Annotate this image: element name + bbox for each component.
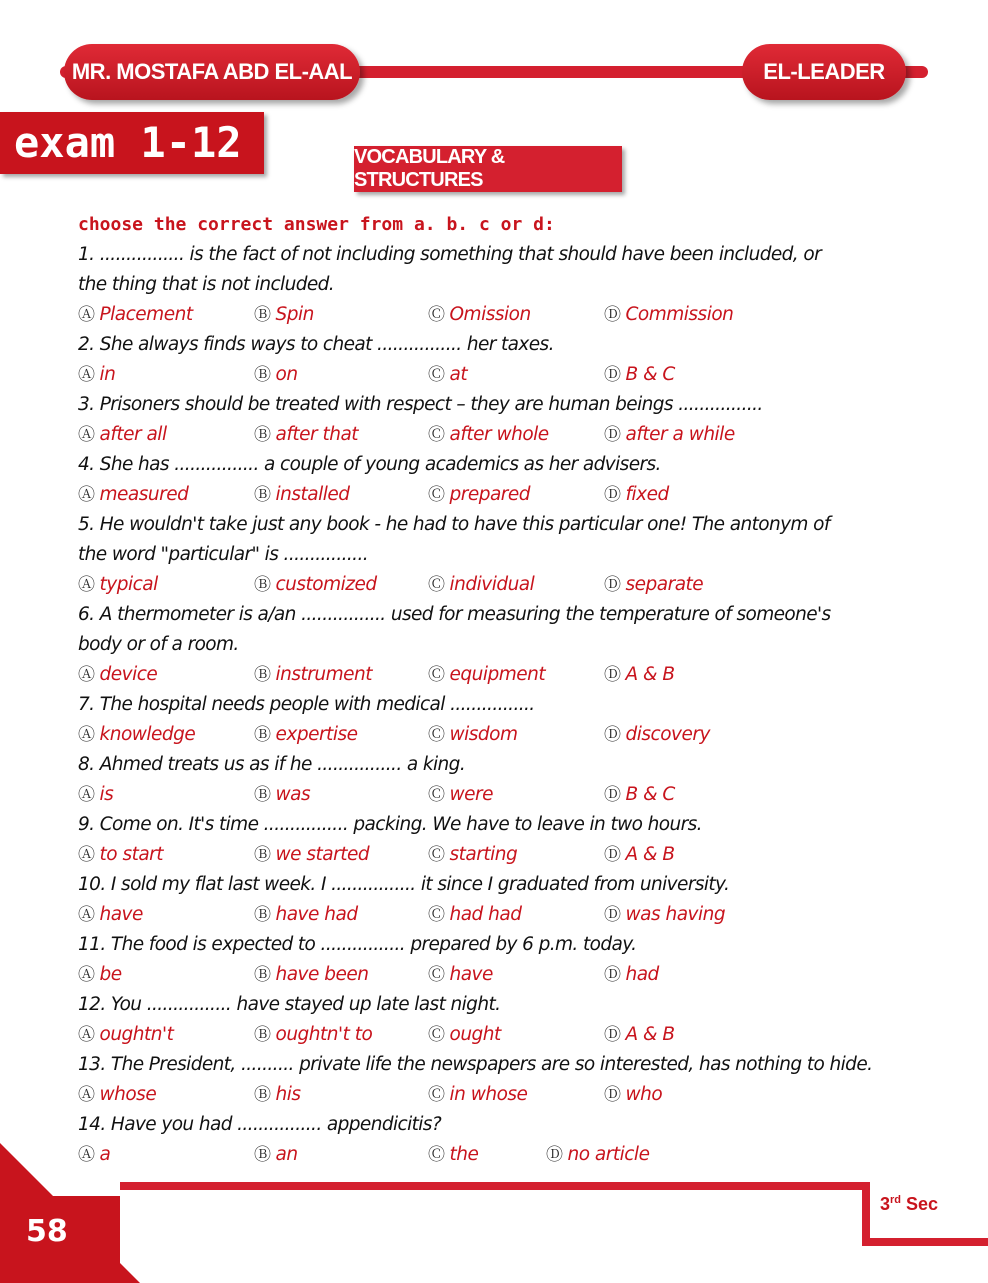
answer-option[interactable] <box>254 360 298 390</box>
option-letter: Ⓓ <box>604 305 621 325</box>
option-text: typical <box>99 574 158 595</box>
option-letter: Ⓐ <box>78 1145 95 1165</box>
answer-option[interactable] <box>604 900 725 930</box>
question-text: the thing that is not included. <box>78 274 335 295</box>
option-text: Spin <box>275 304 314 325</box>
option-text: at <box>449 364 468 385</box>
option-letter: Ⓒ <box>428 365 445 385</box>
option-letter: Ⓑ <box>254 575 271 595</box>
option-letter: Ⓓ <box>604 425 621 445</box>
question-text: 7. The hospital needs people with medical ................ <box>78 694 535 715</box>
option-letter: Ⓑ <box>254 485 271 505</box>
option-text: B & C <box>625 784 675 805</box>
question-text: 14. Have you had ................ appendicitis? <box>78 1114 442 1135</box>
options-row <box>78 1140 908 1170</box>
option-letter: Ⓓ <box>604 845 621 865</box>
answer-option[interactable] <box>428 660 545 690</box>
answer-option[interactable] <box>604 570 703 600</box>
option-letter: Ⓓ <box>546 1145 563 1165</box>
option-letter: Ⓓ <box>604 1085 621 1105</box>
question-text: 10. I sold my flat last week. I ................ it since I graduated from university. <box>78 874 730 895</box>
option-letter: Ⓓ <box>604 785 621 805</box>
option-letter: Ⓓ <box>604 665 621 685</box>
option-text: individual <box>449 574 535 595</box>
option-letter: Ⓐ <box>78 965 95 985</box>
option-letter: Ⓑ <box>254 425 271 445</box>
grade-text: Sec <box>906 1194 939 1214</box>
answer-option[interactable] <box>78 360 115 390</box>
question-text: 4. She has ................ a couple of young academics as her advisers. <box>78 454 661 475</box>
answer-option[interactable] <box>78 660 157 690</box>
option-letter: Ⓑ <box>254 1085 271 1105</box>
answer-option[interactable] <box>604 360 675 390</box>
option-letter: Ⓑ <box>254 845 271 865</box>
answer-option[interactable] <box>78 900 143 930</box>
answer-option[interactable] <box>78 720 195 750</box>
option-text: instrument <box>275 664 372 685</box>
options-row <box>78 780 908 810</box>
option-text: knowledge <box>99 724 196 745</box>
option-letter: Ⓓ <box>604 965 621 985</box>
instruction: choose the correct answer from a. b. c or d: <box>78 214 555 235</box>
option-letter: Ⓐ <box>78 1085 95 1105</box>
option-text: an <box>275 1144 298 1165</box>
footer-line <box>120 1182 868 1190</box>
option-text: customized <box>275 574 377 595</box>
option-letter: Ⓑ <box>254 965 271 985</box>
page-number: 58 <box>26 1214 68 1249</box>
option-letter: Ⓐ <box>78 785 95 805</box>
option-text: be <box>99 964 122 985</box>
option-letter: Ⓒ <box>428 1025 445 1045</box>
answer-option[interactable] <box>254 480 350 510</box>
question-text: 6. A thermometer is a/an ................ used for measuring the temperature of someone's <box>78 604 831 625</box>
option-text: have <box>449 964 493 985</box>
option-letter: Ⓒ <box>428 725 445 745</box>
answer-option[interactable] <box>604 1020 675 1050</box>
question-text: 1. ................ is the fact of not including something that should have been included, or <box>78 244 822 265</box>
answer-option[interactable] <box>428 300 531 330</box>
question-text: 3. Prisoners should be treated with respect – they are human beings ................ <box>78 394 763 415</box>
answer-option[interactable] <box>546 1140 649 1170</box>
answer-option[interactable] <box>78 840 163 870</box>
option-text: discovery <box>625 724 710 745</box>
answer-option[interactable] <box>428 1140 478 1170</box>
option-text: whose <box>99 1084 157 1105</box>
option-text: his <box>275 1084 301 1105</box>
answer-option[interactable] <box>428 1020 501 1050</box>
answer-option[interactable] <box>604 840 675 870</box>
answer-option[interactable] <box>254 780 310 810</box>
option-text: have <box>99 904 143 925</box>
option-text: oughtn't to <box>275 1024 373 1045</box>
option-text: B & C <box>625 364 675 385</box>
option-text: had <box>625 964 659 985</box>
exam-title: exam 1-12 <box>0 112 264 174</box>
option-letter: Ⓓ <box>604 1025 621 1045</box>
question-text: 12. You ................ have stayed up late last night. <box>78 994 501 1015</box>
option-letter: Ⓐ <box>78 485 95 505</box>
option-letter: Ⓑ <box>254 1025 271 1045</box>
options-row <box>78 360 908 390</box>
option-text: device <box>99 664 158 685</box>
option-text: to start <box>99 844 164 865</box>
option-text: measured <box>99 484 189 505</box>
option-letter: Ⓐ <box>78 845 95 865</box>
question-text: body or of a room. <box>78 634 239 655</box>
option-text: is <box>99 784 114 805</box>
option-text: Placement <box>99 304 193 325</box>
options-row <box>78 570 908 600</box>
options-row <box>78 720 908 750</box>
option-letter: Ⓒ <box>428 665 445 685</box>
answer-option[interactable] <box>78 570 158 600</box>
option-letter: Ⓒ <box>428 305 445 325</box>
answer-option[interactable] <box>254 1080 301 1110</box>
answer-option[interactable] <box>428 570 534 600</box>
answer-option[interactable] <box>78 1080 156 1110</box>
answer-option[interactable] <box>428 840 517 870</box>
option-text: no article <box>567 1144 650 1165</box>
option-text: in <box>99 364 116 385</box>
option-letter: Ⓒ <box>428 575 445 595</box>
option-letter: Ⓑ <box>254 665 271 685</box>
option-letter: Ⓓ <box>604 905 621 925</box>
answer-option[interactable] <box>428 420 549 450</box>
option-text: after that <box>275 424 359 445</box>
option-text: was <box>275 784 311 805</box>
option-text: A & B <box>625 844 675 865</box>
answer-option[interactable] <box>254 1020 372 1050</box>
option-text: a <box>99 1144 111 1165</box>
answer-option[interactable] <box>254 960 369 990</box>
answer-option[interactable] <box>78 780 113 810</box>
option-text: after a while <box>625 424 735 445</box>
option-letter: Ⓒ <box>428 785 445 805</box>
question-text: 11. The food is expected to ................ prepared by 6 p.m. today. <box>78 934 637 955</box>
option-letter: Ⓒ <box>428 905 445 925</box>
options-row <box>78 300 908 330</box>
answer-option[interactable] <box>604 960 659 990</box>
option-text: after whole <box>449 424 549 445</box>
question-text: 2. She always finds ways to cheat ................ her taxes. <box>78 334 554 355</box>
option-letter: Ⓒ <box>428 1085 445 1105</box>
option-letter: Ⓐ <box>78 1025 95 1045</box>
answer-option[interactable] <box>604 780 675 810</box>
option-text: on <box>275 364 298 385</box>
option-text: A & B <box>625 1024 675 1045</box>
grade-suffix: rd <box>890 1194 902 1206</box>
options-row <box>78 840 908 870</box>
option-letter: Ⓑ <box>254 725 271 745</box>
option-text: who <box>625 1084 663 1105</box>
answer-option[interactable] <box>254 300 314 330</box>
answer-option[interactable] <box>254 420 358 450</box>
options-row <box>78 420 908 450</box>
option-letter: Ⓑ <box>254 305 271 325</box>
question-text: 8. Ahmed treats us as if he ................ a king. <box>78 754 466 775</box>
option-text: fixed <box>625 484 669 505</box>
option-text: starting <box>449 844 518 865</box>
options-row <box>78 1080 908 1110</box>
options-row <box>78 660 908 690</box>
option-text: the <box>449 1144 479 1165</box>
answer-option[interactable] <box>428 480 530 510</box>
answer-option[interactable] <box>428 960 493 990</box>
option-text: equipment <box>449 664 546 685</box>
answer-option[interactable] <box>604 660 675 690</box>
option-text: ought <box>449 1024 501 1045</box>
option-letter: Ⓑ <box>254 1145 271 1165</box>
answer-option[interactable] <box>78 420 167 450</box>
option-text: Commission <box>625 304 734 325</box>
question-text: the word "particular" is ................ <box>78 544 369 565</box>
answer-option[interactable] <box>604 420 735 450</box>
grade-number: 3 <box>880 1194 891 1214</box>
option-letter: Ⓐ <box>78 575 95 595</box>
section-title: VOCABULARY & STRUCTURES <box>354 146 622 192</box>
option-letter: Ⓐ <box>78 905 95 925</box>
option-letter: Ⓓ <box>604 725 621 745</box>
answer-option[interactable] <box>78 1020 173 1050</box>
option-letter: Ⓐ <box>78 365 95 385</box>
option-letter: Ⓒ <box>428 845 445 865</box>
answer-option[interactable] <box>254 840 369 870</box>
option-letter: Ⓒ <box>428 485 445 505</box>
option-letter: Ⓑ <box>254 785 271 805</box>
option-text: in whose <box>449 1084 528 1105</box>
question-text: 13. The President, .......... private life the newspapers are so interested, has nothing to hide. <box>78 1054 873 1075</box>
question-text: 5. He wouldn't take just any book - he had to have this particular one! The antonym of <box>78 514 830 535</box>
brand-badge: EL-LEADER <box>742 44 906 100</box>
option-text: have been <box>275 964 369 985</box>
answer-option[interactable] <box>254 660 372 690</box>
answer-option[interactable] <box>254 1140 298 1170</box>
option-letter: Ⓒ <box>428 965 445 985</box>
question-list <box>78 210 908 1170</box>
answer-option[interactable] <box>604 1080 662 1110</box>
grade-label <box>880 1194 938 1215</box>
options-row <box>78 900 908 930</box>
options-row <box>78 1020 908 1050</box>
option-text: we started <box>275 844 370 865</box>
option-letter: Ⓓ <box>604 485 621 505</box>
option-text: expertise <box>275 724 358 745</box>
options-row <box>78 960 908 990</box>
answer-option[interactable] <box>254 720 357 750</box>
option-letter: Ⓒ <box>428 1145 445 1165</box>
answer-option[interactable] <box>428 1080 527 1110</box>
answer-option[interactable] <box>604 480 669 510</box>
option-letter: Ⓐ <box>78 665 95 685</box>
option-text: had had <box>449 904 522 925</box>
answer-option[interactable] <box>78 480 188 510</box>
option-text: was having <box>625 904 726 925</box>
option-letter: Ⓐ <box>78 305 95 325</box>
option-text: prepared <box>449 484 531 505</box>
option-letter: Ⓓ <box>604 365 621 385</box>
option-text: separate <box>625 574 704 595</box>
option-text: installed <box>275 484 350 505</box>
option-text: after all <box>99 424 167 445</box>
answer-option[interactable] <box>428 780 493 810</box>
option-text: oughtn't <box>99 1024 174 1045</box>
answer-option[interactable] <box>428 720 518 750</box>
option-text: wisdom <box>449 724 518 745</box>
option-letter: Ⓐ <box>78 425 95 445</box>
option-text: Omission <box>449 304 531 325</box>
option-letter: Ⓒ <box>428 425 445 445</box>
answer-option[interactable] <box>254 900 358 930</box>
option-text: A & B <box>625 664 675 685</box>
option-letter: Ⓑ <box>254 365 271 385</box>
option-letter: Ⓑ <box>254 905 271 925</box>
option-text: were <box>449 784 494 805</box>
answer-option[interactable] <box>78 300 193 330</box>
answer-option[interactable] <box>604 300 733 330</box>
answer-option[interactable] <box>428 900 522 930</box>
option-letter: Ⓓ <box>604 575 621 595</box>
answer-option[interactable] <box>254 570 377 600</box>
option-letter: Ⓐ <box>78 725 95 745</box>
answer-option[interactable] <box>428 360 467 390</box>
author-badge: MR. MOSTAFA ABD EL-AAL <box>64 44 360 100</box>
answer-option[interactable] <box>604 720 710 750</box>
option-text: have had <box>275 904 358 925</box>
options-row <box>78 480 908 510</box>
answer-option[interactable] <box>78 960 122 990</box>
question-text: 9. Come on. It's time ................ packing. We have to leave in two hours. <box>78 814 702 835</box>
